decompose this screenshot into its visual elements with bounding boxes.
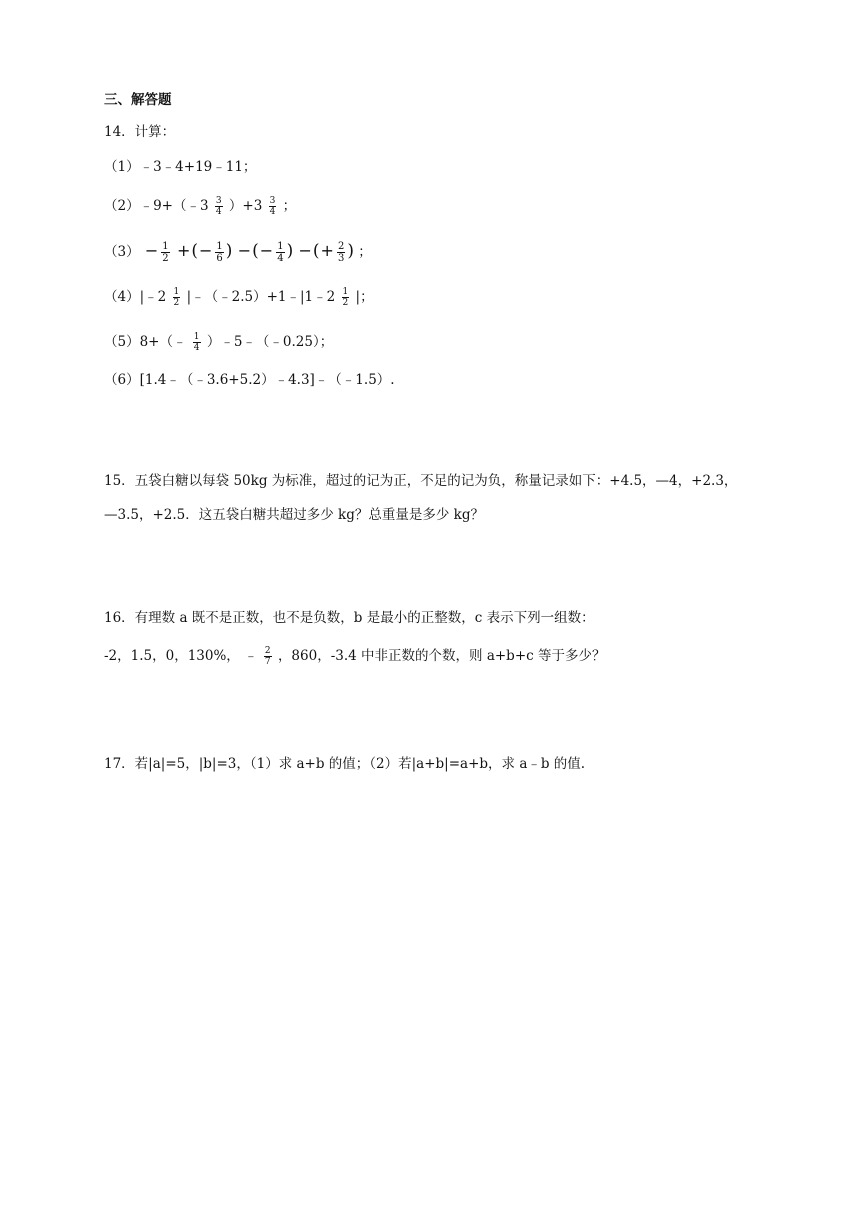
q14-p3-label: （3）	[104, 244, 140, 260]
question-15-line-1: 15．五袋白糖以每袋 50kg 为标准，超过的记为正，不足的记为负，称量记录如下：+4.5，—4，+2.3，	[104, 473, 738, 489]
q16-text-a: -2，1.5，0，130%， ﹣	[104, 648, 258, 664]
fraction-denominator: 3	[337, 253, 345, 264]
question-15-line-2: —3.5，+2.5．这五袋白糖共超过多少 kg？总重量是多少 kg？	[104, 507, 484, 523]
q14-p4-text-c: |；	[355, 289, 374, 305]
question-14-part-4	[104, 287, 374, 308]
fraction	[193, 332, 201, 353]
fraction-numerator: 3	[215, 196, 222, 206]
q14-p2-text-c: ；	[282, 198, 297, 214]
fraction-numerator: 1	[173, 287, 180, 297]
fraction	[337, 241, 345, 264]
fraction-denominator: 2	[342, 298, 349, 308]
q14-p4-text-b: |﹣（﹣2.5）+1﹣|1﹣2	[186, 289, 336, 305]
fraction-denominator: 4	[269, 207, 276, 217]
q14-p4-text-a: （4）|﹣2	[104, 289, 167, 305]
q14-p5-text-b: ）﹣5﹣（﹣0.25）；	[206, 334, 334, 350]
fraction-numerator: 1	[277, 241, 284, 252]
q16-text-b: ，860，-3.4 中非正数的个数，则 a+b+c 等于多少？	[277, 648, 606, 664]
fraction	[173, 287, 181, 308]
question-14-stem: 14．计算：	[104, 124, 176, 140]
question-14-part-3: （3） − $\frac{1}{2}$ +(− $\frac{1}{6}$ ) −(− $\frac{1}{4}$ ) −(+ $\frac{2}{3}$ ) ；	[104, 241, 372, 264]
fraction-denominator: 4	[277, 253, 284, 264]
question-17: 17．若|a|=5，|b|=3，（1）求 a+b 的值；（2）若|a+b|=a+b，求 a﹣b 的值.	[104, 756, 586, 772]
fraction-numerator: 1	[162, 241, 169, 252]
fraction-denominator: 4	[193, 343, 200, 353]
fraction-numerator: 1	[216, 241, 223, 252]
question-16-line-1: 16．有理数 a 既不是正数，也不是负数，b 是最小的正整数，c 表示下列一组数：	[104, 610, 595, 626]
fraction-numerator: 1	[193, 332, 200, 342]
q14-p5-text-a: （5）8+（﹣	[104, 334, 187, 350]
fraction	[161, 241, 169, 264]
question-14-part-6: （6）[1.4﹣（﹣3.6+5.2）﹣4.3]﹣（﹣1.5）.	[104, 372, 395, 388]
q14-p2-text-a: （2）﹣9+（﹣3	[104, 198, 209, 214]
q14-p2-text-b: ）+3	[228, 198, 263, 214]
fraction	[342, 287, 350, 308]
fraction	[276, 241, 284, 264]
fraction-denominator: 6	[216, 253, 223, 264]
fraction-denominator: 7	[264, 657, 271, 667]
fraction	[215, 241, 223, 264]
question-14-part-5	[104, 332, 333, 353]
question-16-line-2	[104, 646, 605, 667]
fraction-numerator: 2	[337, 241, 345, 252]
fraction	[269, 196, 277, 217]
fraction-numerator: 2	[264, 646, 271, 656]
section-title: 三、解答题	[104, 92, 172, 108]
fraction	[215, 196, 223, 217]
fraction-denominator: 2	[173, 298, 180, 308]
fraction-denominator: 2	[162, 253, 169, 264]
fraction	[264, 646, 272, 667]
fraction-numerator: 3	[269, 196, 276, 206]
question-14-part-2	[104, 196, 296, 217]
question-14-part-1: （1）﹣3﹣4+19﹣11；	[104, 159, 257, 175]
fraction-denominator: 4	[215, 207, 222, 217]
fraction-numerator: 1	[342, 287, 349, 297]
q14-p3-end: ；	[358, 244, 372, 260]
